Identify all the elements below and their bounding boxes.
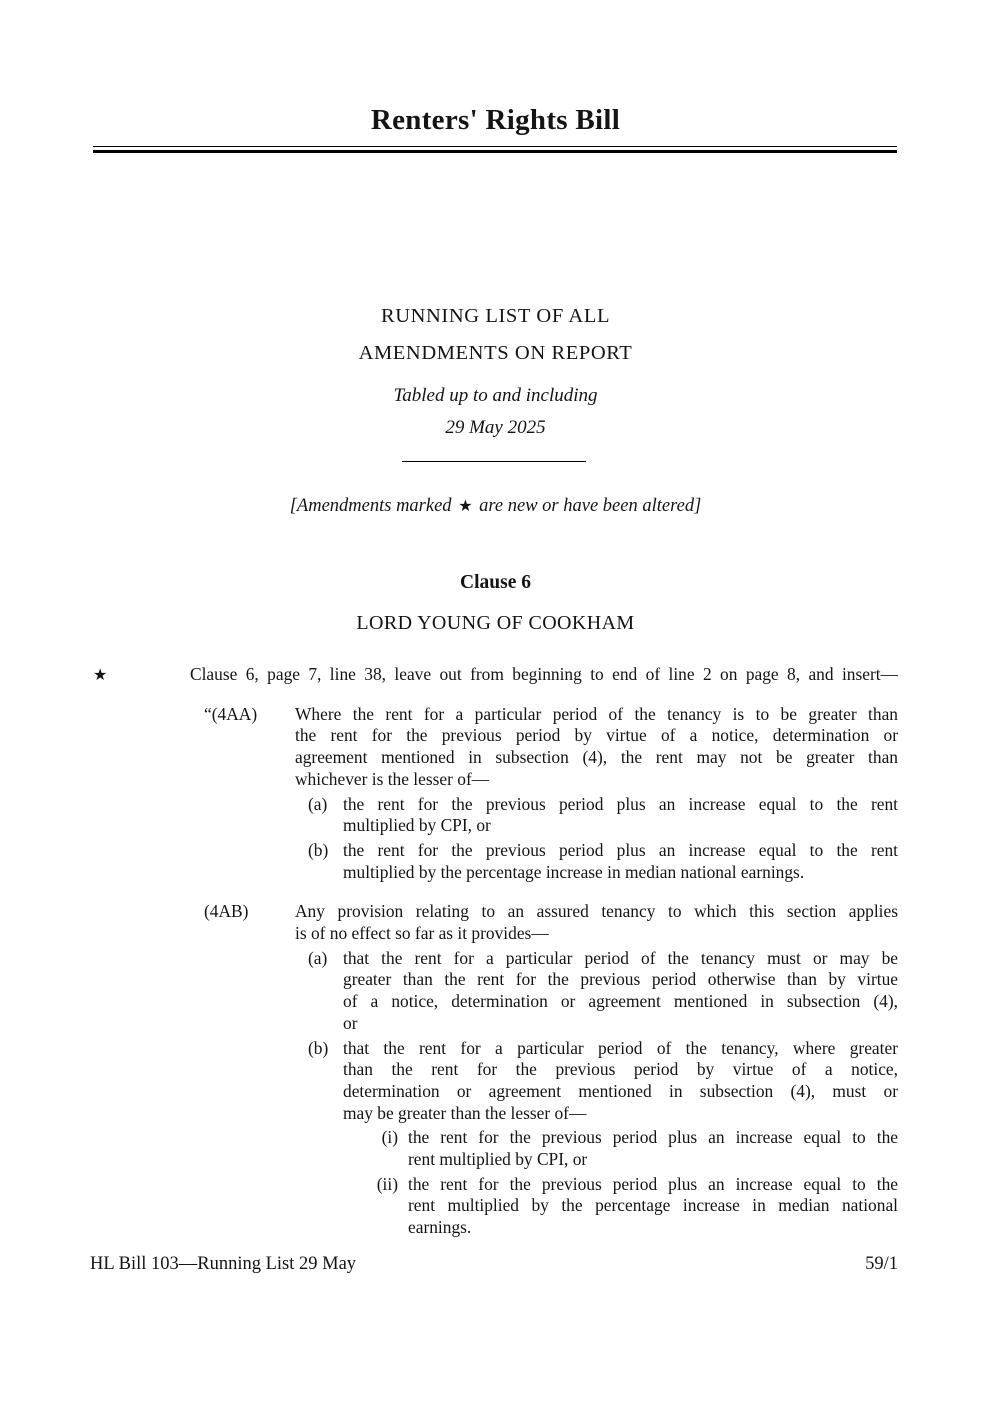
amendment-body: [90, 664, 898, 1239]
provision-4AA: [90, 704, 898, 791]
provision-text-line: earnings.: [408, 1217, 472, 1238]
provision-label: “(4AA): [204, 703, 258, 724]
amendment-sponsor: LORD YOUNG OF COOKHAM: [356, 612, 635, 634]
marker-note-suffix: are new or have been altered]: [474, 496, 702, 516]
provision-text-line: multiplied by the percentage increase in median national earnings.: [343, 861, 805, 882]
tabled-date: 29 May 2025: [445, 417, 546, 438]
provision-label: (ii): [376, 1173, 398, 1194]
provision-text-line: or: [343, 1012, 358, 1033]
running-list-heading-line-1: RUNNING LIST OF ALL: [380, 305, 611, 327]
footer-page-number: 59/1: [865, 1254, 898, 1274]
provision-text-line: agreement mentioned in subsection (4), the rent may not be greater than: [295, 747, 898, 768]
provision-text-line: Where the rent for a particular period of the tenancy is to be greater than: [295, 703, 898, 724]
provision-4AA-b: [90, 840, 898, 883]
provision-text-line: Any provision relating to an assured tenancy to which this section applies: [295, 901, 898, 922]
running-list-heading-line-2: AMENDMENTS ON REPORT: [358, 342, 633, 364]
provision-text-line: multiplied by CPI, or: [343, 815, 491, 836]
provision-label: (a): [308, 947, 328, 968]
footer-bill-reference: HL Bill 103—Running List 29 May: [90, 1254, 357, 1274]
provision-text-line: the rent for the previous period plus an increase equal to the rent: [343, 839, 898, 860]
provision-4AB-b-i: [90, 1127, 898, 1170]
star-icon: ★: [458, 498, 473, 515]
provision-text-line: rent multiplied by the percentage increase in median national: [408, 1195, 898, 1216]
provision-4AB-a: [90, 948, 898, 1035]
provision-text-line: the rent for the previous period by virtue of a notice, determination or: [295, 725, 898, 746]
clause-heading: Clause 6: [460, 572, 531, 593]
provision-label: (b): [308, 1037, 329, 1058]
provision-text-line: that the rent for a particular period of the tenancy, where greater: [343, 1037, 898, 1058]
provision-text-line: the rent for the previous period plus an increase equal to the: [408, 1127, 898, 1148]
provision-text-line: the rent for the previous period plus an increase equal to the rent: [343, 793, 898, 814]
marker-note-prefix: [Amendments marked: [289, 496, 457, 516]
provision-text-line: may be greater than the lesser of—: [343, 1102, 587, 1123]
amendment-marker-note: [0, 496, 991, 517]
tabled-note-line-1: Tabled up to and including: [393, 385, 598, 406]
page-title: Renters' Rights Bill: [370, 104, 621, 136]
provision-label: (4AB): [204, 901, 249, 922]
provision-text-line: is of no effect so far as it provides—: [295, 923, 549, 944]
provision-label: (b): [308, 839, 329, 860]
provision-text-line: greater than the rent for the previous period otherwise than by virtue: [343, 969, 898, 990]
title-double-rule: [93, 146, 897, 153]
provision-text-line: whichever is the lesser of—: [295, 768, 490, 789]
provision-text-line: of a notice, determination or agreement mentioned in subsection (4),: [343, 991, 898, 1012]
provision-4AB-b: [90, 1038, 898, 1125]
new-amendment-star-icon: ★: [93, 667, 108, 684]
page-footer: [90, 1254, 898, 1275]
provision-text-line: the rent for the previous period plus an increase equal to the: [408, 1173, 898, 1194]
provision-label: (i): [381, 1127, 398, 1148]
provision-4AB: [90, 901, 898, 944]
provision-4AA-a: [90, 794, 898, 837]
provision-text-line: determination or agreement mentioned in subsection (4), must or: [343, 1080, 898, 1101]
amendment-instruction: Clause 6, page 7, line 38, leave out from beginning to end of line 2 on page 8, and insert—: [190, 664, 898, 684]
provision-4AB-b-ii: [90, 1174, 898, 1239]
section-divider-rule: [402, 461, 586, 462]
provision-text-line: than the rent for the previous period by virtue of a notice,: [343, 1059, 898, 1080]
provision-text-line: that the rent for a particular period of the tenancy must or may be: [343, 947, 898, 968]
provision-label: (a): [308, 793, 328, 814]
provision-text-line: rent multiplied by CPI, or: [408, 1149, 588, 1170]
